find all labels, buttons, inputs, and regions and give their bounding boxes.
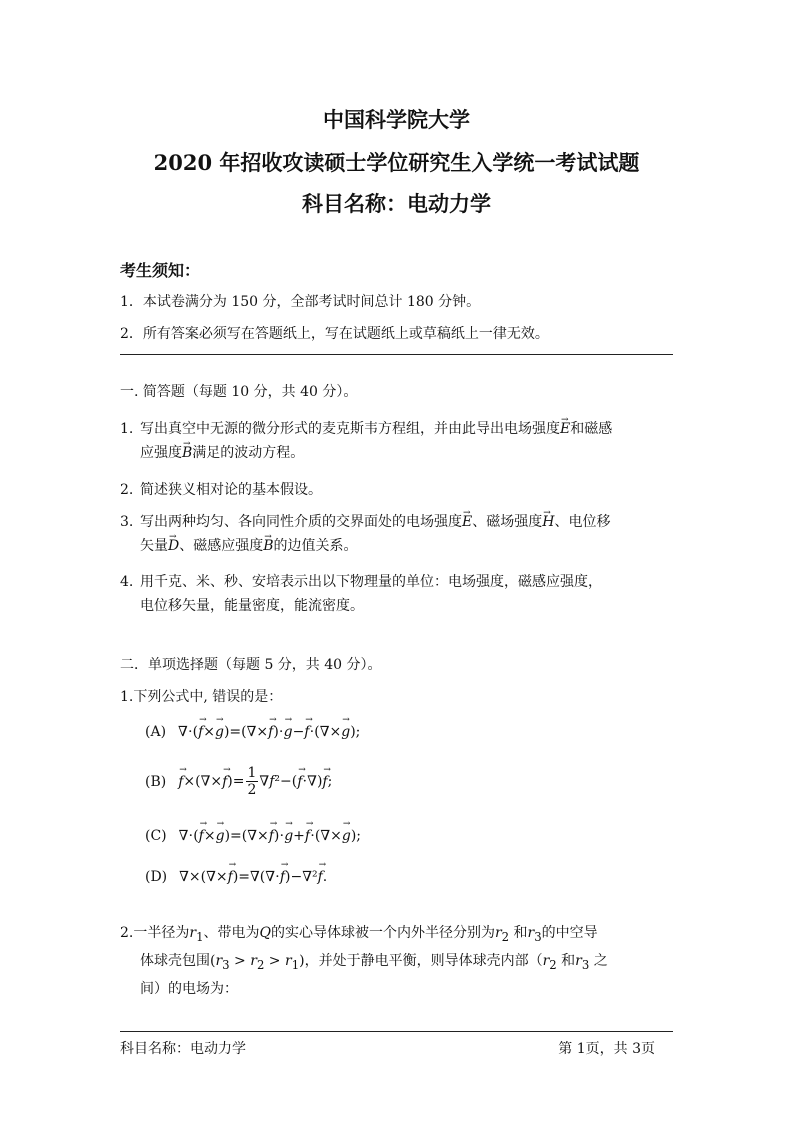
subject-title: 科目名称：电动力学 xyxy=(302,191,491,216)
section-2-heading: 二．单项选择题（每题 5 分，共 40 分）。 xyxy=(120,657,382,673)
exam-title: 2020 年招收攻读硕士学位研究生入学统一考试试题 xyxy=(153,150,640,175)
question-text: 写出两种均匀、各向同性介质的交界面处的电场强度 xyxy=(140,514,462,530)
footer-page-number: 第 1页，共 3页 xyxy=(558,1041,655,1057)
vector-b: → B xyxy=(263,534,273,558)
question-1-3 xyxy=(120,510,675,558)
question-number: 3. xyxy=(120,514,134,530)
question-number: 2. xyxy=(120,482,134,498)
question-text: 和磁感 xyxy=(570,421,613,437)
question-text: 、带电为 xyxy=(203,925,260,941)
vector-b: → B xyxy=(182,441,192,465)
question-text: 的中空导 xyxy=(541,925,598,941)
option-a: (A) ∇⋅(→ f×→ g)=(∇×→ f)⋅→ g−→ f⋅(∇×→ g); xyxy=(145,724,360,740)
divider xyxy=(120,354,673,355)
question-text: 体球壳包围( xyxy=(140,952,216,969)
footer-divider xyxy=(120,1031,673,1032)
question-text: 电位移矢量，能量密度，能流密度。 xyxy=(140,598,364,614)
option-label: (C) xyxy=(145,828,167,844)
vector-e: → E xyxy=(560,417,570,441)
question-text: 应强度 xyxy=(140,445,182,461)
question-1-4 xyxy=(120,570,675,618)
question-1-1 xyxy=(120,417,675,465)
footer-subject: 科目名称：电动力学 xyxy=(120,1041,246,1057)
question-text: )，并处于静电平衡，则导体球壳内部（ xyxy=(299,952,543,969)
question-text: 的边值关系。 xyxy=(273,538,358,554)
option-c: (C) ∇⋅(→ f×→ g)=(∇×→ f)⋅→ g+→ f⋅(∇×→ g); xyxy=(145,828,361,844)
question-text: 用千克、米、秒、安培表示出以下物理量的单位：电场强度，磁感应强度， xyxy=(140,574,602,590)
question-text: 满足的波动方程。 xyxy=(192,445,305,461)
question-number: 1. xyxy=(120,421,134,437)
question-text: 间）的电场为： xyxy=(140,980,238,997)
question-text: 、磁感应强度 xyxy=(179,538,264,554)
university-title: 中国科学院大学 xyxy=(323,107,470,132)
option-label: (A) xyxy=(145,724,167,740)
question-text: 和 xyxy=(561,952,576,969)
vector-d: → D xyxy=(168,534,179,558)
question-number: 4. xyxy=(120,574,134,590)
vector-e: → E xyxy=(462,510,472,534)
question-text: 2.一半径为 xyxy=(120,925,190,941)
notice-item-2: 2．所有答案必须写在答题纸上，写在试题纸上或草稿纸上一律无效。 xyxy=(120,326,549,342)
question-text: 的实心导体球被一个内外半径分别为 xyxy=(270,925,495,941)
question-2-1-stem: 1.下列公式中, 错误的是： xyxy=(120,689,283,705)
notice-item-1: 1．本试卷满分为 150 分，全部考试时间总计 180 分钟。 xyxy=(120,294,481,310)
question-text: 、磁场强度 xyxy=(472,514,543,530)
option-label: (D) xyxy=(145,869,168,885)
question-text: 、电位移 xyxy=(554,514,611,530)
question-text: 和 xyxy=(513,925,528,941)
question-text: 之 xyxy=(593,952,608,969)
notice-heading: 考生须知： xyxy=(120,261,201,280)
question-2-2: 2.一半径为$r_1$、带电为Q的实心导体球被一个内外半径分别为$r_2$ 和$r_3$的中空导 体球壳包围$(r_3 > r_2 > r_1)$，并处于静电平衡，则导体球壳内部（$r_2$ 和$r_3$ 之 间）的电场为： xyxy=(120,921,675,1001)
vector-h: → H xyxy=(542,510,554,534)
question-text: 写出真空中无源的微分形式的麦克斯韦方程组，并由此导出电场强度 xyxy=(140,421,560,437)
section-1-heading: 一. 简答题（每题 10 分，共 40 分）。 xyxy=(120,384,358,400)
question-1-2 xyxy=(120,478,675,502)
option-b: (B)→ f×(∇×→ f)= $\frac{1}{2}$ ∇f²−(→ f⋅∇)→ f; xyxy=(145,765,332,798)
option-label: (B) xyxy=(145,773,167,790)
question-text: 简述狭义相对论的基本假设。 xyxy=(140,482,322,498)
option-d: (D) ∇×(∇×→ f)=∇(∇⋅→ f)−∇²→ f. xyxy=(145,869,327,885)
question-text: 矢量 xyxy=(140,538,168,554)
